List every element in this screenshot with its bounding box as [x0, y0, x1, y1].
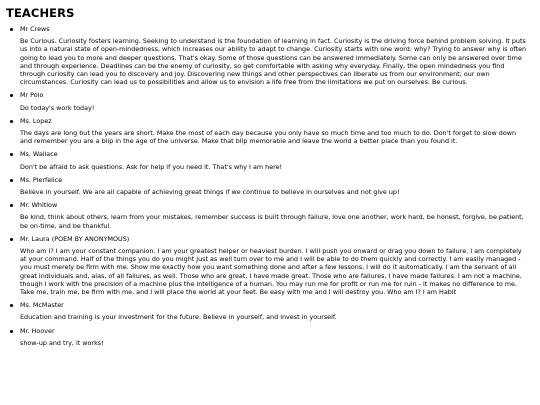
teacher-name: Mr Polo — [20, 91, 44, 100]
list-item — [20, 91, 534, 111]
list-item — [20, 176, 534, 196]
teacher-name: Ms. Lopez — [20, 116, 52, 125]
teacher-message: Be Curious. Curiosity fosters learning. Seeking to understand is the foundation of learning in fact. Curiosity is the driving force behind problem solving. It puts us into a natural state of open-mindedness, which increases our ability to adapt to change. Curiosity starts with one word: why? Trying to answer why is often going to lead you to more and deeper questions. That's okay. Some of those questions can be answered immediately. Some can only be answered over time and through experience. Deadlines can be the enemy of curiosity, so get comfortable with asking why everyday. Finally, the open mindedness you find through curiosity can lead you to discovery and joy. Discovering new things and other perspectives can liberate us from our environment; our own circumstances. Curiosity can lead us to possibilities and allow us to envision a life free from the limitations we put on ourselves. Be curious. — [20, 37, 527, 87]
list-item — [20, 301, 534, 321]
teacher-message: The days are long but the years are short. Make the most of each day because you only have so much time and too much to do. Don't forget to slow down and remember you are a blip in the age of the universe. Make that blip memorable and leave the world a better place than you found it. — [20, 129, 517, 146]
teacher-message: Be kind, think about others, learn from your mistakes, remember success is built through failure, love one another, work hard, be honest, forgive, be patient, be on-time, and be thankful. — [20, 213, 524, 230]
teacher-message: Don't be afraid to ask questions. Ask for help if you need it. That's why I am here! — [20, 162, 283, 171]
teacher-name: Mr Crews — [20, 25, 50, 33]
teacher-list — [6, 25, 534, 347]
list-item — [20, 327, 534, 347]
teacher-message: show-up and try, it works! — [20, 338, 104, 347]
teacher-message: Education and training is your investment for the future. Believe in yourself, and invest in yourself. — [20, 313, 337, 322]
teacher-message: Believe in yourself. We are all capable of achieving great things if we continue to believe in ourselves and not give up! — [20, 188, 400, 197]
teacher-name: Ms. McMaster — [20, 301, 64, 310]
teacher-name: Mr. Hoover — [20, 326, 55, 335]
teacher-message: Who am I? I am your constant companion. I am your greatest helper or heaviest burden. I will push you onward or drag you down to failure. I am completely at your command. Half of the things you do you might just as well turn over to me and I will be able to do them quickly and correctly. I am easily managed - you must merely be firm with me. Show me exactly how you want something done and after a few lessons, I will do it automatically. I am the servant of all great individuals and, alas, of all failures, as well. Those who are great, I have made great. Those who are failures, I have made failures. I am not a machine, though I work with the precision of a machine plus the intelligence of a human. You may run me for profit or run me for ruin - it makes no difference to me. Take me, train me, be firm with me, and I will place the world at your feet. Be easy with me and I will destroy you. Who am I? I am Habit — [20, 247, 522, 297]
page-title: TEACHERS — [6, 6, 75, 20]
teacher-name: Mr. Whitlow — [20, 201, 58, 210]
list-item — [20, 201, 534, 230]
list-item — [20, 117, 534, 146]
teacher-message: Do today's work today! — [20, 103, 95, 112]
list-item — [20, 150, 534, 170]
teacher-name: Ms. Pierfelice — [20, 175, 63, 184]
teacher-name: Ms. Wallace — [20, 150, 58, 159]
list-item — [20, 25, 534, 86]
list-item — [20, 235, 534, 296]
teacher-name: Mr. Laura (POEM BY ANONYMOUS) — [20, 234, 130, 243]
